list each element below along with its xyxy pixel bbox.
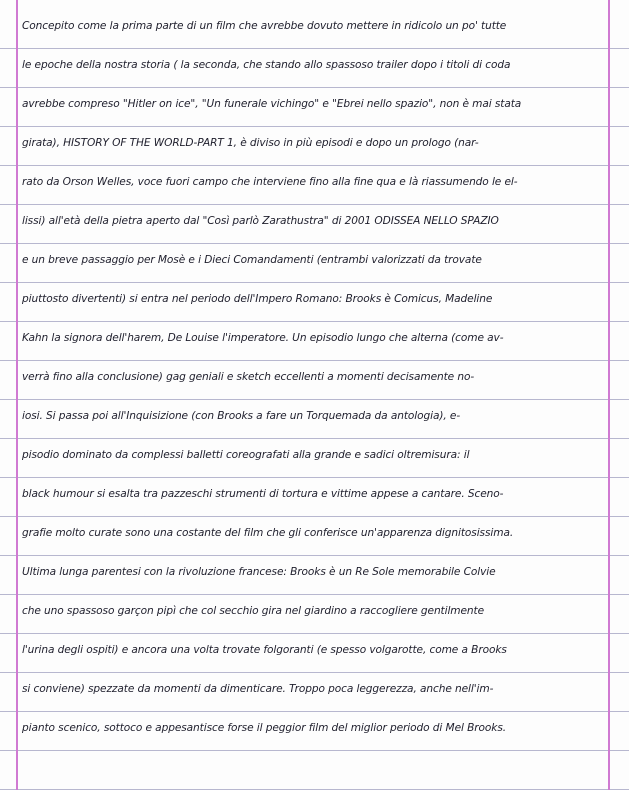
text-line: piuttosto divertenti) si entra nel periodo dell'Impero Romano: Brooks è Comicus, Madeline (22, 293, 493, 305)
text-line: e un breve passaggio per Mosè e i Dieci Comandamenti (entrambi valorizzati da trovate (22, 254, 482, 266)
text-line: Concepito come la prima parte di un film che avrebbe dovuto mettere in ridicolo un po' tutte (22, 20, 507, 32)
text-line: rato da Orson Welles, voce fuori campo che interviene fino alla fine qua e là riassumendo le el- (22, 176, 518, 188)
text-line: grafie molto curate sono una costante del film che gli conferisce un'apparenza dignitosissima. (22, 527, 514, 539)
text-line: si conviene) spezzate da momenti da dimenticare. Troppo poca leggerezza, anche nell'im- (22, 683, 494, 695)
right-margin-line (608, 0, 610, 790)
text-line: avrebbe compreso "Hitler on ice", "Un funerale vichingo" e "Ebrei nello spazio", non è mai stata (22, 98, 522, 110)
text-line: Ultima lunga parentesi con la rivoluzione francese: Brooks è un Re Sole memorabile Colvie (22, 566, 496, 578)
text-line: girata), HISTORY OF THE WORLD-PART 1, è diviso in più episodi e dopo un prologo (nar- (22, 137, 479, 149)
text-line: lissi) all'età della pietra aperto dal "Così parlò Zarathustra" di 2001 ODISSEA NELLO SPAZIO (22, 215, 499, 227)
text-line: le epoche della nostra storia ( la seconda, che stando allo spassoso trailer dopo i titoli di coda (22, 59, 511, 71)
text-line: l'urina degli ospiti) e ancora una volta trovate folgoranti (e spesso volgarotte, come a Brooks (22, 644, 507, 656)
text-line: verrà fino alla conclusione) gag geniali e sketch eccellenti a momenti decisamente no- (22, 371, 475, 383)
text-line: che uno spassoso garçon pipì che col secchio gira nel giardino a raccogliere gentilmente (22, 605, 485, 617)
text-line: Kahn la signora dell'harem, De Louise l'imperatore. Un episodio lungo che alterna (come av- (22, 332, 504, 344)
text-line: iosi. Si passa poi all'Inquisizione (con Brooks a fare un Torquemada da antologia), e- (22, 410, 461, 422)
left-margin-line (16, 0, 18, 790)
text-line: pianto scenico, sottoco e appesantisce forse il peggior film del miglior periodo di Mel Brooks. (22, 722, 506, 734)
text-line: black humour si esalta tra pazzeschi strumenti di tortura e vittime appese a cantare. Sceno- (22, 488, 504, 500)
text-line: pisodio dominato da complessi balletti coreografati alla grande e sadici oltremisura: il (22, 449, 470, 461)
handwritten-text (22, 0, 608, 741)
